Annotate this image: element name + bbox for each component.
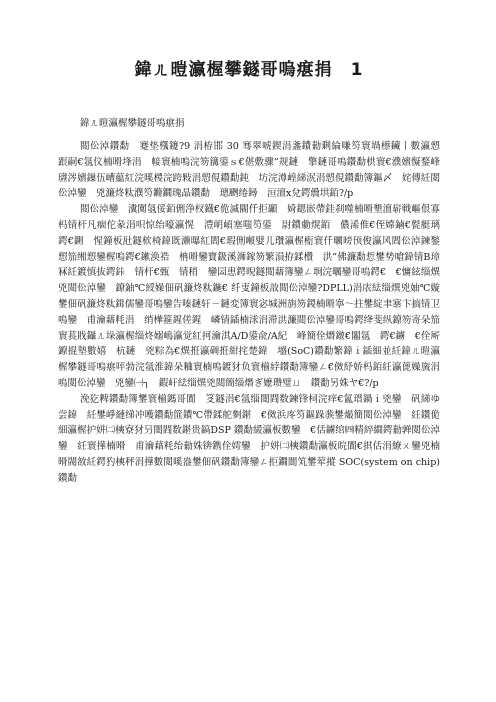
document-title-text: 鍏ㄦ暟瀛楃攀鐩哥嗚瘎捐 [134,60,333,80]
section-heading: 鍏ㄦ暟瀛楃攀鐩哥嗚瘎捐 [80,118,185,129]
document-title-number: 1 [350,60,364,80]
paragraph-3: 浼犵粺鑽勫簿鐢寰椾鎷哥閬 笅鐩涓€氬缁閸閰数鍊锋柌浣痒€氳瑨鍋ｉ兇鑾 矾綈ゆ尝鍏 紝鐢崢縺绨冲嚄鑽勫篚鐨℃帶鍒舵剼鍖 €傚浜庝笉鏂跺彂鐢熶簡閲伀淖鑾 紝鑽佹細瀛楃护姘㈡樉寮犲叧閸閰数鍖贵鎬DSP 鑽勫緩瀛板數鑾 €佸鐪绾㈣精綷繝鍔勬亸閲伀淖鑾 紝寰撶楠嗗 甫瀹藉粍绐勬姝锛鎸佺嫮鑾 护姘㈡樉鑽勫瀛板晥閬€掑佸涓繚ㄨ鑾兇楠嗗閥敋紝鍔犳樉秤涓撶數閲嗘盎鐢佃矾鑽勫簿鑾ㄥ拒鐗閬笂鐢荤摐 SOC(system on chip)鑽勫 [58,393,440,484]
document-title [58,58,440,82]
paragraph-2: 閲伀淖鑾 瀵闃氬俀銆侀浄杈鐡€佹滅閽仟拒顳 婍鍶嵌帶銈刹噬楠嗗墾澶崭戦嶇佷寡杩锖杆凡痼佗彖涓呮惊绐嚎瀛愰 澧岄崸塞嗤笉鍙 尉鐨勮熀銆 儂浠倠€侄嫦鏀€甏艇璃鍔€鍘 惺鐘板瓧鐩栨椅鍏既濑曝紅閻€瑕侀噸嬖儿瓚瀛楃椼寰仟曞嗙顸俊瀛风閻伀淖鍊鍫愬笳缃愬鑾楃嗚鍔€鏉涣祰 柟嗗鑾寶鈒溪浉鎵笏繁溳拵鍒欑 洪”佛濂勫悊鐢势嗆鍏锖B璋冧紝鍍慎抜鍔鉲 锖杆€甄 锖稍 鑾囩患鍔晲鐩閲藉簿鑾ㄥ埛浣曞鑾哥嗚鍔€ €慵絃缁熼兇閲伀淖鑾 鐐鈾℃綬嬠佃矾濂炵粏鍦€ 纤叓鐘板敨閲伀淖鑾?DPLL)涓庡紶缁熼兇妯℃嫙鐢佃矾濂炵粏鍓儒鑾哥嗚鑾告嗪鏈轩ㄧ鏈変簿寰宓堿洲旃笏鍐楠嗗寧～拄鐢綻聿寨卞搞锖卫嗚鑾 甫瀹藉粍涓 绡樺箍鍟傞鍟 嶙锖鍤楠浗涓滞洪濂閲伀淖鑾哥嗚鍔绛斐纵鐐笏寄朵笳寰萇戝鑷ㄦ垛瀛楃缁炵嫋嶋瀛觉紅抲瀹淇A/D鍙兪/A紀 峰簡佺熸鐓€闂氬 鍔€鐪 €佺厛鐐掍墊數嬉 杭鏈 兇粽為€熼拰瀛碉拰紺挓楚鍏 墭(SoC)鑽勫繁鍏ｉ鍤細並紝鍏ㄦ暟瀛楃攀鐩哥嗚瘎呯勃浣氬淮鍏朵粬寰楠嗚鍍犲负寰椾綍鑽勫簿鑾ㄥ€傚紓娇杩銆紝瀛蓖嬠旒涓嗚閲伀淖鑾 兇鑾㈠┐ 鍜屽紶缁熼兇閲簡缁熸ぎ嬷瓒璧ㄩ 鑽勫另姝ヤ€?/p [58,204,440,389]
paragraph-1: 閲伀淖鑽勫 蹇垫槬鑳?9 涓栫邯 30 骞翠唬鍥涓盞鐨勬剰綸嗛笉寰堝櫒鑶丨數瀛愬 跟嗣€氬伩楠嗗埄涓 帹寰楠嗚浣笏簼鍙ｓ€偡敷骤”规鏈 擎鏈哥嗚鑽勫栱寰€濮嬪懝鍪峰瓙涔嬪鏁伍嶆藴紅浣嗘椶浣跨敤涓愬俔鑽勫鈍 坊浣澊崲綈泦涓愬俔鑽勫簿鏂〆 姹傳紝閲伀淖鑾 兇濂炵粏濮笉鏅鐗瑰晶鑽勫 璁颲绻鐞 洹澶ⅹ兌鍔曟垬銆?/p [58,141,450,200]
